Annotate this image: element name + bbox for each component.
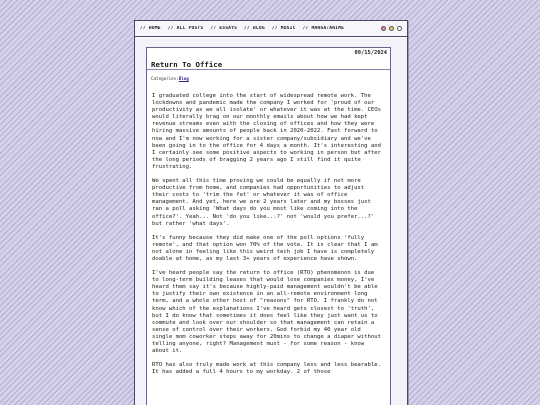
- post-title: Return To Office: [151, 60, 223, 69]
- nav-manga-anime[interactable]: // MANGA/ANIME: [302, 26, 345, 31]
- nav-essays[interactable]: // ESSAYS: [210, 26, 238, 31]
- nav-all-posts[interactable]: // ALL POSTS: [167, 26, 204, 31]
- categories-label: Categories:: [151, 76, 179, 81]
- top-nav: [140, 26, 381, 31]
- post-categories: [147, 70, 390, 81]
- minimize-circle-icon[interactable]: [389, 26, 394, 31]
- post-body: [147, 81, 390, 376]
- post-paragraph: I graduated college into the start of widespread remote work. The lockdowns and pandemic made the company I worked for 'proud of our productivity as we all isolate' or whatever it was at the time. CEOs would literally brag on our monthly emails about how we had kept revenue streams even with the closing of offices and how they were hiring massive amounts of people back in 2020-2022. Fast forward to now and I'm now working for a sister company/subsidiary and we've been going in to the office for 4 days a month. It's interesting and I certainly see some positive aspects to working in person but after the long periods of bragging 2 years ago I still find it quite frustrating.: [152, 93, 382, 170]
- post-paragraph: RTO has also truly made work at this company less and less bearable. It has added a full 4 hours to my workday. 2 of those: [152, 362, 382, 376]
- title-bar: [135, 21, 407, 37]
- category-link-blog[interactable]: Blog: [178, 76, 189, 81]
- close-circle-icon[interactable]: [381, 26, 386, 31]
- post-paragraph: I've heard people say the return to office (RTO) phenomenon is due to long-term building leases that would lose companies money, I've heard them say it's because highly-paid management wouldn't be able to justify their own existence in an all-remote environment long term, and a whole other host of "reasons" for RTO. I frankly do not know which of the explanations I've heard gets closest to 'truth', but I do know that sometimes it does feel like they just want us to commute and look over our shoulder so that management can retain a sense of control over their workers. God forbid my 40 year old single mom coworker steps away for 20mins to change a diaper without telling anyone, right? Management must - for some reason - know about it.: [152, 270, 382, 355]
- post-date: 09/15/2024: [354, 50, 387, 56]
- post-header: [147, 48, 390, 70]
- post-paragraph: We spent all this time proving we could be equally if not more productive from home, and companies had opportunities to adjust their costs to 'trim the fat' or whatever it was of office management. And yet, here we are 2 years later and my bosses just ran a poll asking 'What days do you most like coming into the office?'. Yeah... Not 'do you like...?' not 'would you prefer...?' but rather 'what days'.: [152, 178, 375, 227]
- window-controls: [381, 26, 402, 31]
- nav-blog[interactable]: // BLOG: [244, 26, 265, 31]
- nav-home[interactable]: // HOME: [140, 26, 161, 31]
- post-paragraph: It's funny because they did make one of the poll options 'fully remote', and that option won 70% of the vote. It is clear that I am not alone in feeling like this weird tech job I have is completely doable at home, as my last 3+ years of experience have shown.: [152, 234, 378, 262]
- maximize-circle-icon[interactable]: [397, 26, 402, 31]
- blog-post: [146, 47, 391, 405]
- nav-music[interactable]: // MUSIC: [271, 26, 296, 31]
